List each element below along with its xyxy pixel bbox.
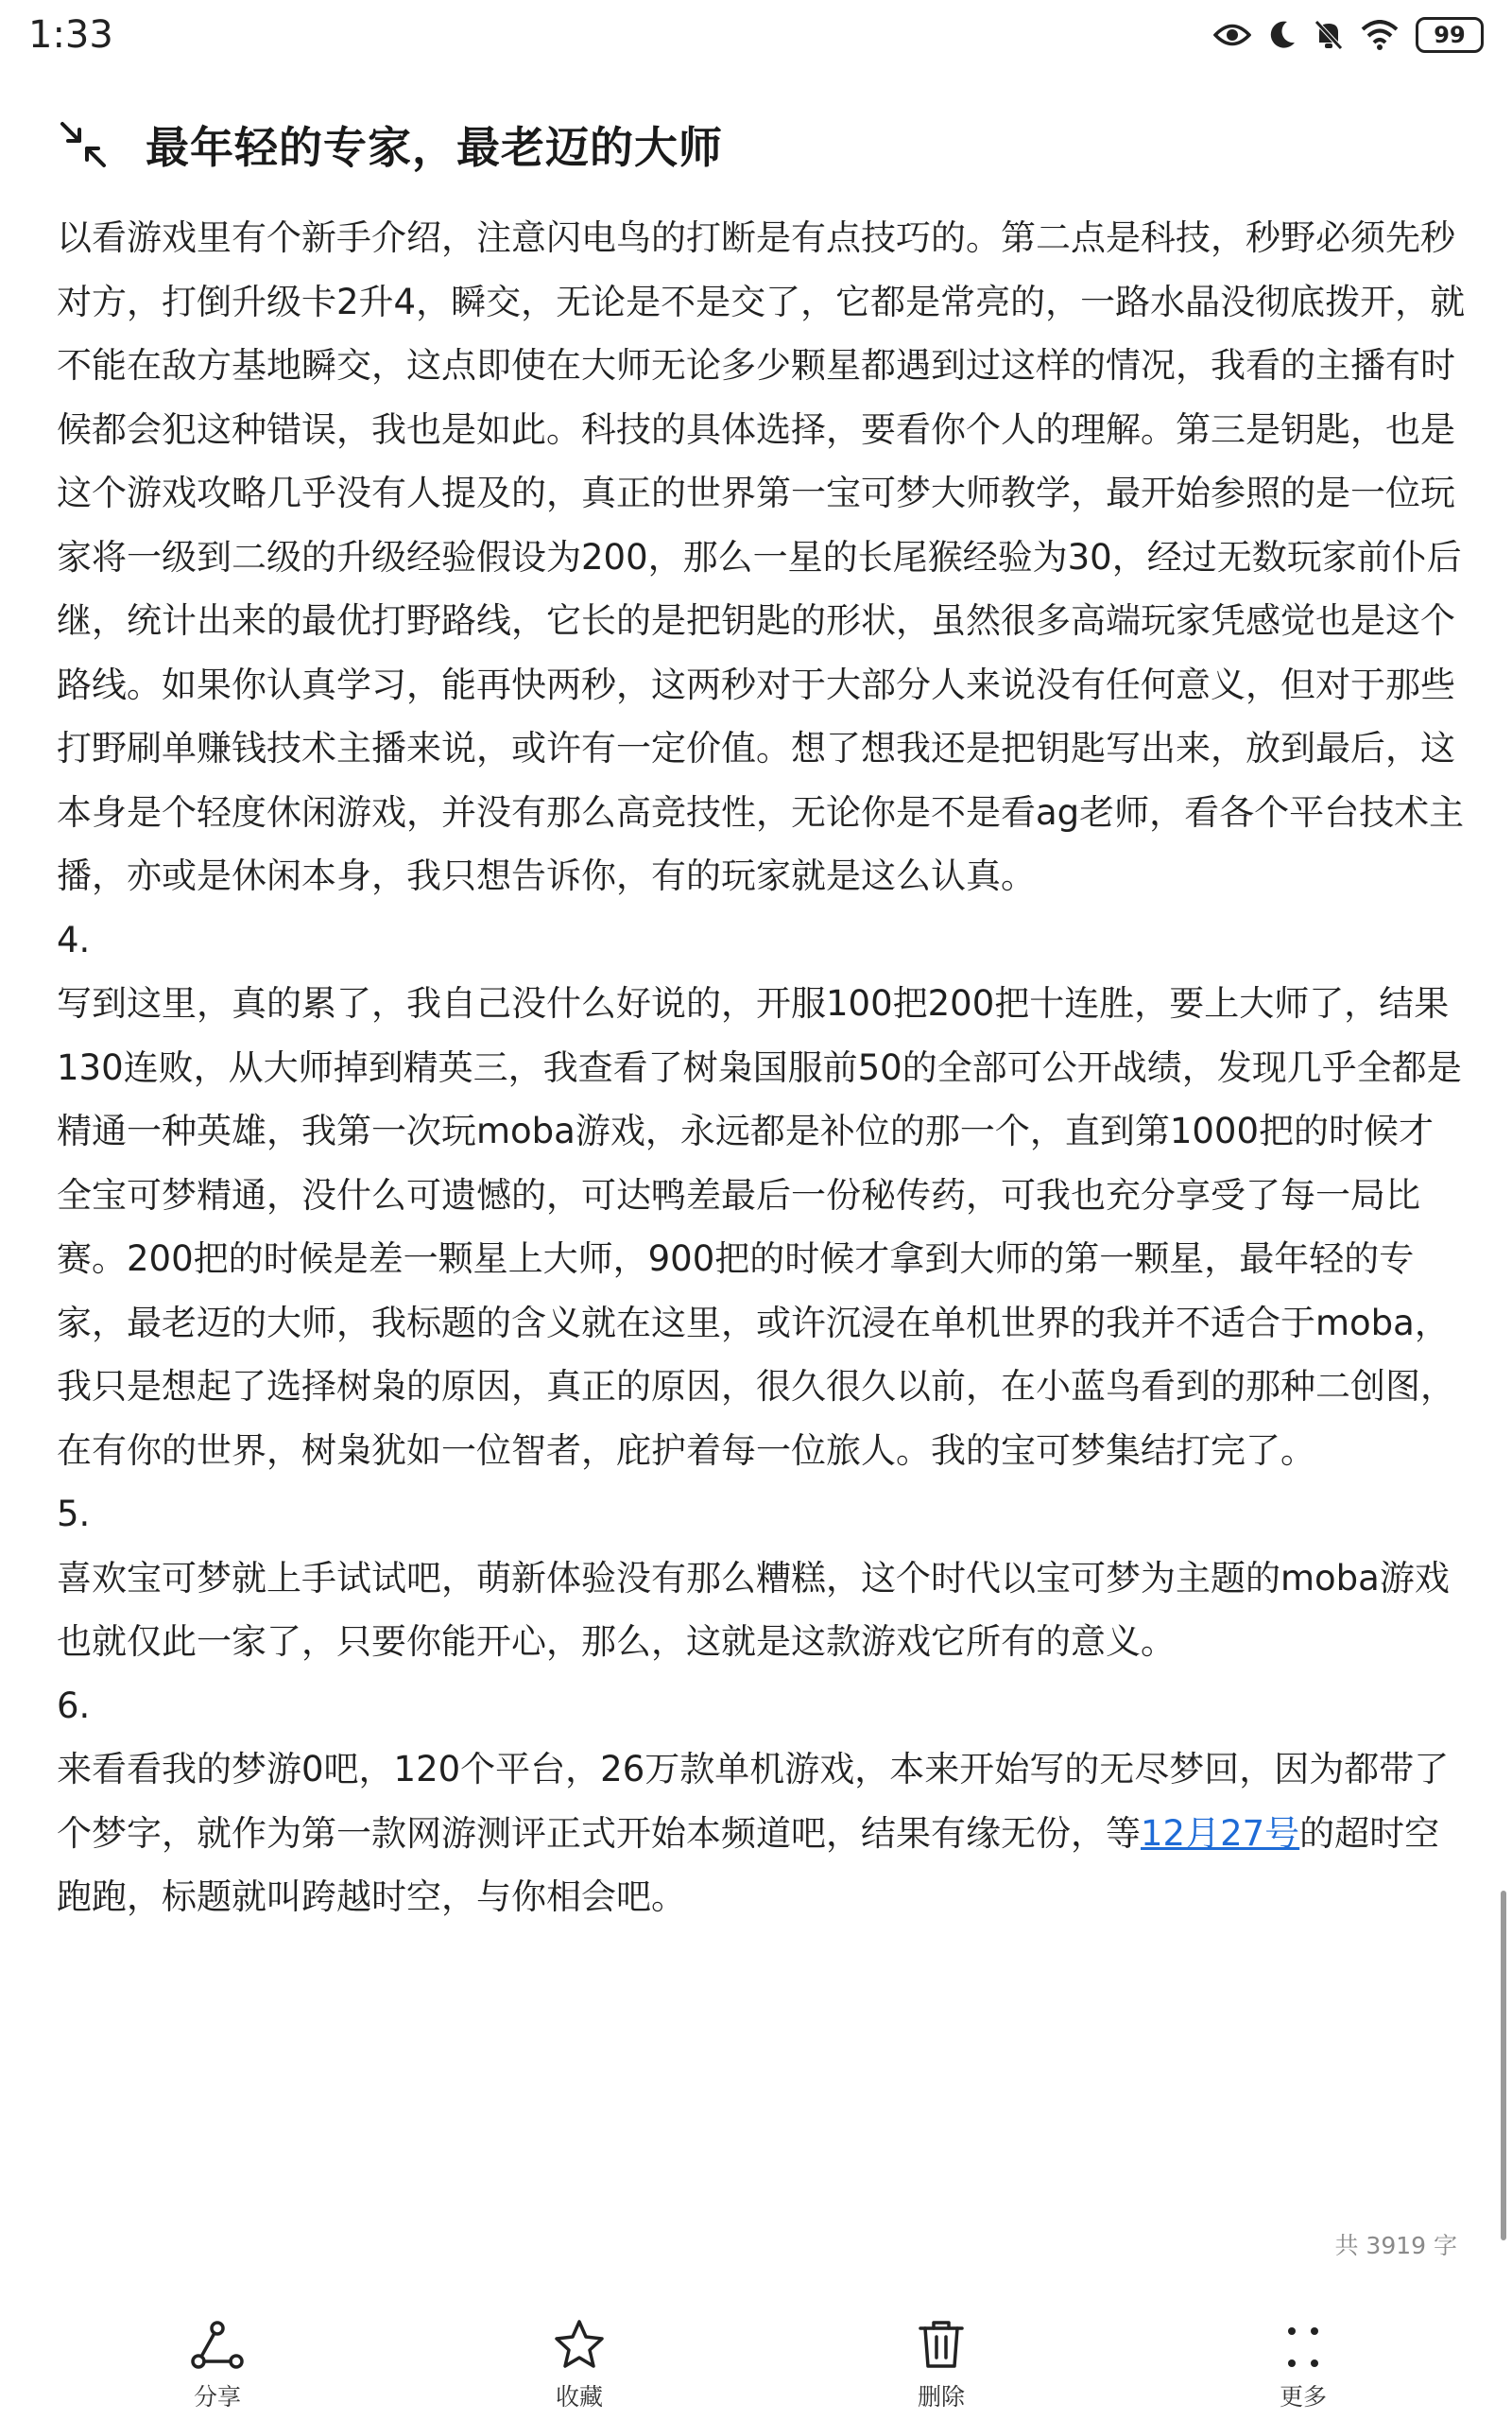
paragraph-text: 的超时空跑跑，标题就叫跨越时空，与你相会吧。 — [57, 1812, 1440, 1917]
paragraph-text: 来看看我的梦游0吧，120个平台，26万款单机游戏，本来开始写的无尽梦回，因为都带了个梦字，就作为第一款网游测评正式开始本频道吧，结果有缘无份，等 — [57, 1749, 1450, 1854]
status-bar — [0, 0, 1512, 76]
delete-button[interactable] — [866, 2307, 1017, 2420]
delete-label: 删除 — [917, 2383, 965, 2411]
paragraph: 喜欢宝可梦就上手试试吧，萌新体验没有那么糟糕，这个时代以宝可梦为主题的moba游戏也就仅此一家了，只要你能开心，那么，这就是这款游戏它所有的意义。 — [57, 1557, 1450, 1662]
moon-icon — [1268, 20, 1297, 50]
section-number: 4. — [57, 919, 91, 960]
favorite-label: 收藏 — [555, 2383, 603, 2411]
note-body — [57, 206, 1467, 1929]
eye-comfort-icon — [1213, 21, 1251, 49]
date-link[interactable]: 12月27号 — [1141, 1812, 1300, 1854]
word-count: 共 3919 字 — [1334, 2232, 1457, 2259]
note-title: 最年轻的专家，最老迈的大师 — [146, 122, 723, 173]
collapse-arrows-icon[interactable] — [57, 118, 110, 171]
more-dots-icon — [1280, 2307, 1326, 2371]
more-label: 更多 — [1279, 2383, 1327, 2411]
share-icon — [190, 2307, 245, 2371]
status-icons — [1213, 17, 1484, 53]
trash-icon — [917, 2307, 966, 2371]
bell-off-icon — [1314, 19, 1344, 51]
status-time: 1:33 — [28, 13, 113, 57]
scrollbar[interactable] — [1501, 1891, 1506, 2240]
section-number: 5. — [57, 1494, 91, 1534]
share-button[interactable] — [142, 2307, 293, 2420]
note-header — [57, 112, 723, 178]
paragraph — [57, 1737, 1467, 1929]
paragraph: 以看游戏里有个新手介绍，注意闪电鸟的打断是有点技巧的。第二点是科技，秒野必须先秒对方，打倒升级卡2升4，瞬交，无论是不是交了，它都是常亮的，一路水晶没彻底拨开，就不能在敌方基地瞬交，这点即使在大师无论多少颗星都遇到过这样的情况，我看的主播有时候都会犯这种错误，我也是如此。科技的具体选择，要看你个人的理解。第三是钥匙，也是这个游戏攻略几乎没有人提及的，真正的世界第一宝可梦大师教学，最开始参照的是一位玩家将一级到二级的升级经验假设为200，那么一星的长尾猴经验为30，经过无数玩家前仆后继，统计出来的最优打野路线，它长的是把钥匙的形状，虽然很多高端玩家凭感觉也是这个路线。如果你认真学习，能再快两秒，这两秒对于大部分人来说没有任何意义，但对于那些打野刷单赚钱技术主播来说，或许有一定价值。想了想我还是把钥匙写出来，放到最后，这本身是个轻度休闲游戏，并没有那么高竞技性，无论你是不是看ag老师，看各个平台技术主播，亦或是休闲本身，我只想告诉你，有的玩家就是这么认真。 — [57, 217, 1466, 896]
paragraph: 写到这里，真的累了，我自己没什么好说的，开服100把200把十连胜，要上大师了，结果130连败，从大师掉到精英三，我查看了树枭国服前50的全部可公开战绩，发现几乎全都是精通一种英雄，我第一次玩moba游戏，永远都是补位的那一个，直到第1000把的时候才全宝可梦精通，没什么可遗憾的，可达鸭差最后一份秘传药，可我也充分享受了每一局比赛。200把的时候是差一颗星上大师，900把的时候才拿到大师的第一颗星，最年轻的专家，最老迈的大师，我标题的含义就在这里，或许沉浸在单机世界的我并不适合于moba，我只是想起了选择树枭的原因，真正的原因，很久很久以前，在小蓝鸟看到的那种二创图，在有你的世界，树枭犹如一位智者，庇护着每一位旅人。我的宝可梦集结打完了。 — [57, 983, 1462, 1471]
more-button[interactable] — [1228, 2307, 1379, 2420]
star-icon — [553, 2307, 606, 2371]
section-number: 6. — [57, 1685, 91, 1726]
bottom-action-bar — [0, 2307, 1512, 2420]
wifi-icon — [1361, 20, 1399, 50]
share-label: 分享 — [193, 2383, 241, 2411]
favorite-button[interactable] — [504, 2307, 655, 2420]
battery-icon: 99 — [1416, 17, 1484, 53]
